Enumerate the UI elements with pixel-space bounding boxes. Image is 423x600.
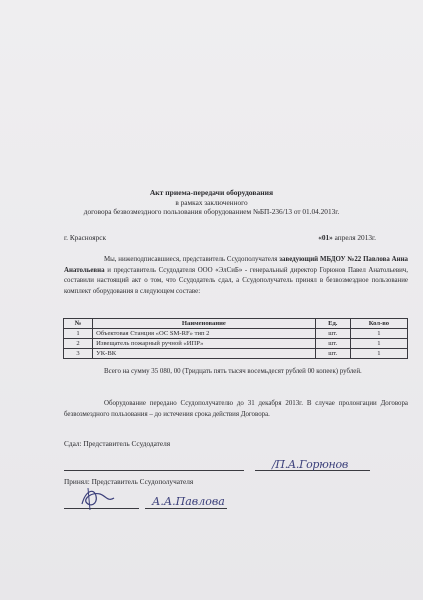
col-name-header: Наименование bbox=[93, 319, 316, 329]
row-num: 3 bbox=[64, 349, 93, 359]
lender-label: Сдал: Представитель Ссудодателя bbox=[64, 439, 171, 448]
document-subtitle-2: договора безвозмездного пользования оборудованием №БП-236/13 от 01.04.2013г. bbox=[83, 207, 340, 216]
intro-part-1: Мы, нижеподписавшиеся, представитель Ссудополучателя bbox=[104, 256, 280, 263]
receiver-signature: А.А.Павлова bbox=[152, 495, 225, 508]
row-name: УК-ВК bbox=[93, 349, 316, 359]
date-month-year: апреля 2013г. bbox=[332, 233, 376, 242]
table-header-row bbox=[64, 319, 408, 329]
table-row bbox=[64, 339, 408, 349]
table-row bbox=[64, 329, 408, 339]
row-name: Извещатель пожарный ручной «ИПР» bbox=[93, 339, 316, 349]
total-paragraph: Всего на сумму 35 080, 00 (Тридцать пять тысяч восемьдесят рублей 00 копеек) рублей. bbox=[104, 368, 362, 375]
table-row bbox=[64, 349, 408, 359]
intro-part-2: и представитель Ссудодателя ООО «ЭлСиБ» - генеральный директор Горюнов Павел Анатольевич, составили настоящий акт о том, что Ссудодатель сдал, а Ссудополучатель принял в безвозмездное пользование комплект оборудования в следующем составе: bbox=[64, 266, 408, 295]
city: г. Красноярск bbox=[64, 233, 107, 242]
document-title: Акт приема-передачи оборудования bbox=[149, 188, 274, 197]
col-num-header: № bbox=[64, 319, 93, 329]
document-date bbox=[318, 234, 376, 241]
row-unit: шт. bbox=[315, 329, 350, 339]
receiver-handwritten-signature-icon bbox=[78, 484, 118, 512]
row-num: 1 bbox=[64, 329, 93, 339]
row-qty: 1 bbox=[350, 349, 407, 359]
date-day: «01» bbox=[318, 233, 333, 242]
row-qty: 1 bbox=[350, 329, 407, 339]
col-qty-header: Кол-во bbox=[350, 319, 407, 329]
receiver-name-line bbox=[145, 508, 227, 509]
document-subtitle-1: в рамках заключенного bbox=[175, 198, 248, 207]
row-unit: шт. bbox=[315, 349, 350, 359]
equipment-table bbox=[63, 318, 408, 359]
receiver-label: Принял: Представитель Ссудополучателя bbox=[64, 477, 194, 486]
row-qty: 1 bbox=[350, 339, 407, 349]
intro-receiver-name: заведующий МБДОУ №22 Павлова Анна Анатольевна bbox=[64, 256, 408, 274]
intro-paragraph bbox=[64, 255, 408, 297]
lender-signature-line bbox=[64, 470, 244, 471]
col-unit-header: Ед. bbox=[315, 319, 350, 329]
lender-signature: /П.А.Горюнов bbox=[272, 458, 348, 471]
transfer-note-paragraph: Оборудование передано Ссудополучателю до 31 декабря 2013г. В случае пролонгации Договора безвозмездного пользования – до истечения срока действия Договора. bbox=[64, 400, 408, 418]
row-num: 2 bbox=[64, 339, 93, 349]
row-unit: шт. bbox=[315, 339, 350, 349]
row-name: Объектовая Станция «ОС SM-RF» тип 2 bbox=[93, 329, 316, 339]
